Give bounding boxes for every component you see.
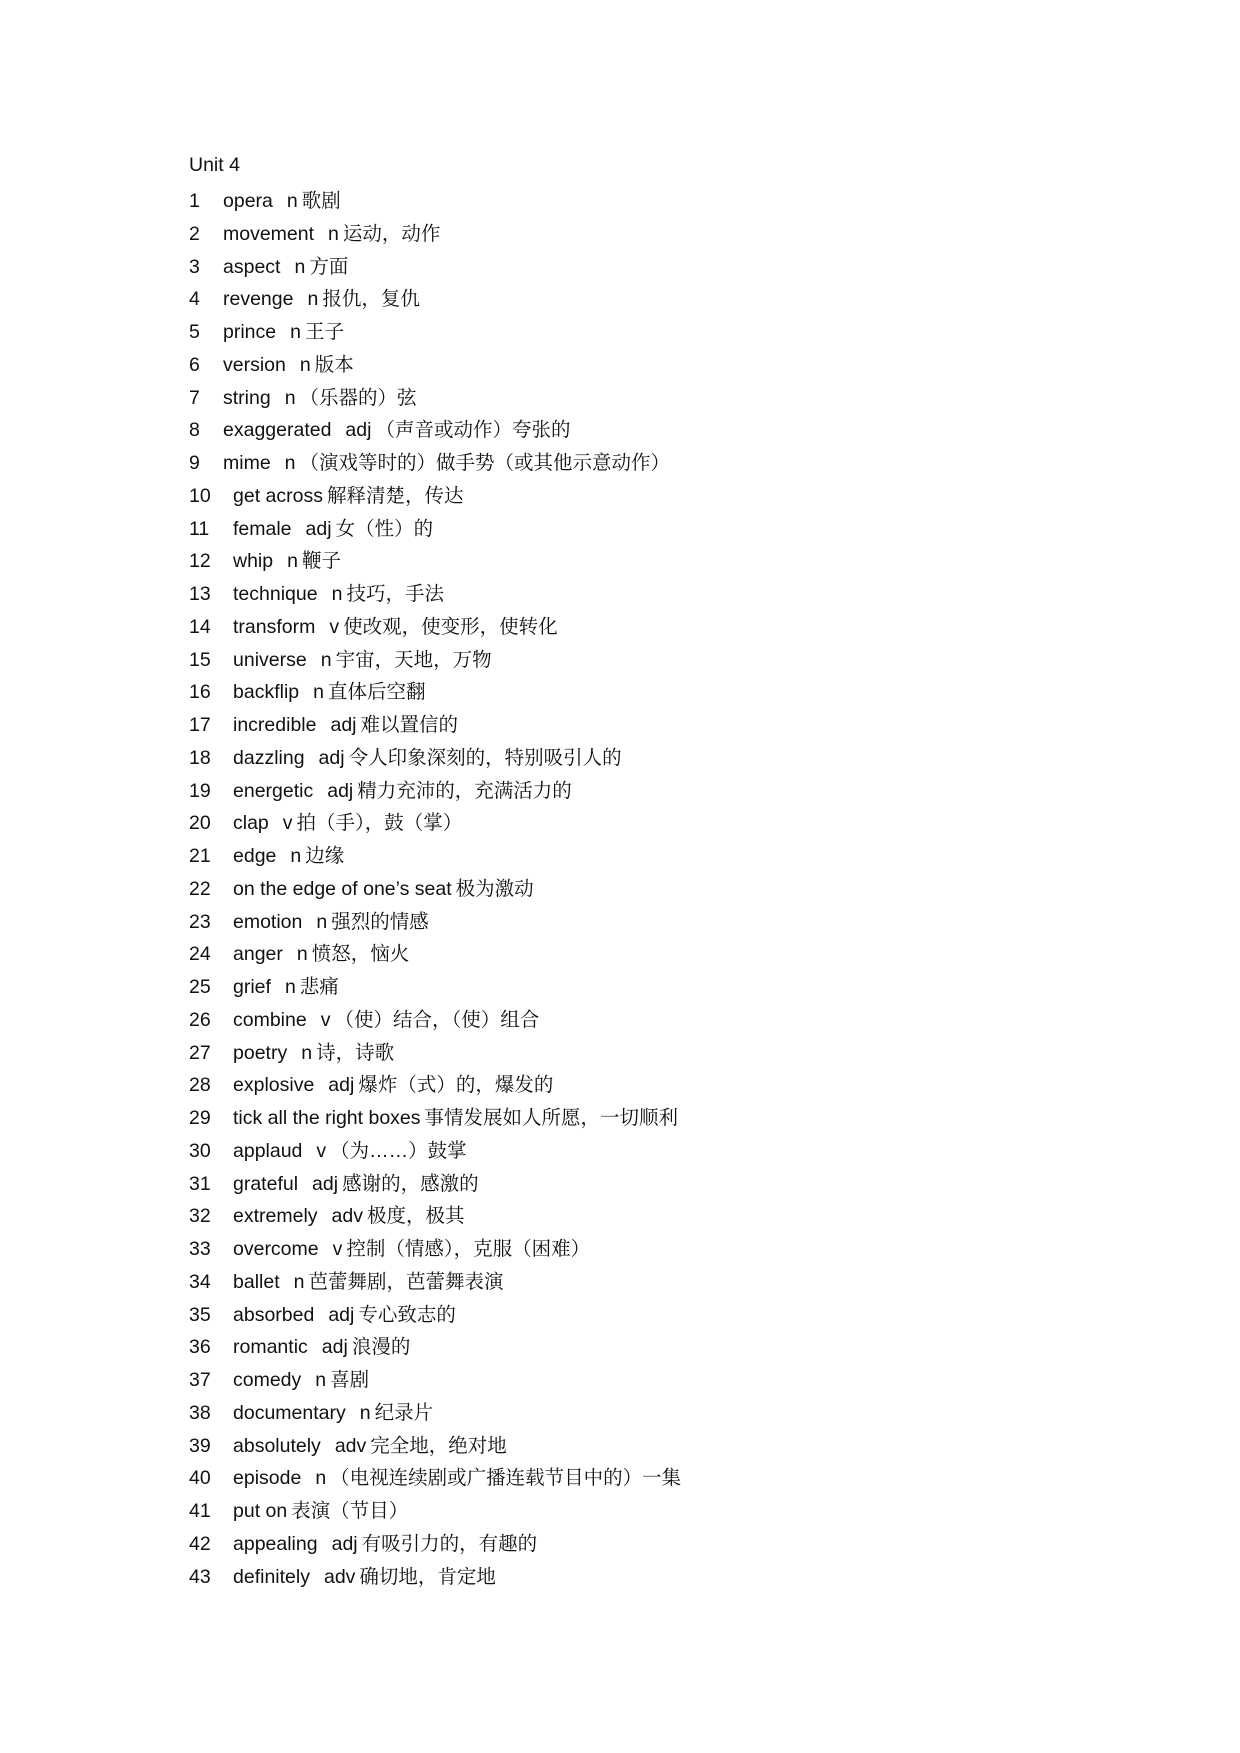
vocab-entry: [189, 1006, 539, 1034]
entry-word: get across: [233, 484, 323, 507]
vocab-entry: [189, 842, 344, 870]
entry-meaning: 鞭子: [301, 550, 341, 573]
entry-number: 40: [189, 1467, 211, 1490]
vocab-entry: [189, 646, 492, 674]
vocab-entry: [189, 875, 534, 903]
entry-part-of-speech: v: [282, 812, 293, 835]
vocab-entry: [189, 1366, 369, 1394]
entry-word: tick all the right boxes: [233, 1107, 421, 1129]
entry-meaning: 完全地，绝对地: [370, 1434, 507, 1457]
vocab-entry: [189, 744, 622, 772]
entry-word: appealing: [233, 1532, 318, 1555]
entry-number: 5: [189, 321, 200, 343]
entry-meaning: 感谢的，感激的: [342, 1172, 479, 1195]
entry-meaning: 纪录片: [374, 1401, 434, 1424]
entry-meaning: 强烈的情感: [331, 910, 429, 933]
entry-word: explosive: [233, 1074, 315, 1097]
entry-part-of-speech: adv: [323, 1565, 356, 1588]
entry-part-of-speech: n: [293, 1270, 305, 1293]
entry-part-of-speech: n: [331, 583, 343, 605]
entry-word: movement: [223, 222, 315, 245]
entry-word: prince: [223, 321, 277, 343]
entry-part-of-speech: n: [301, 1041, 313, 1064]
entry-meaning: 技巧，手法: [346, 583, 444, 605]
entry-meaning: 有吸引力的，有趣的: [361, 1532, 538, 1555]
vocab-entry: [189, 777, 572, 805]
entry-number: 17: [189, 714, 211, 736]
entry-part-of-speech: adj: [305, 517, 332, 540]
entry-meaning: 专心致志的: [358, 1303, 456, 1326]
entry-number: 36: [189, 1336, 211, 1359]
entry-meaning: （为……）鼓掌: [330, 1139, 467, 1162]
entry-part-of-speech: v: [320, 1008, 331, 1031]
entry-number: 37: [189, 1369, 211, 1391]
vocab-entry: [189, 187, 341, 215]
entry-meaning: 直体后空翻: [327, 681, 426, 704]
entry-part-of-speech: adj: [328, 1303, 355, 1326]
vocab-entry: [189, 940, 409, 968]
vocab-entry: [189, 318, 344, 346]
vocab-entry: [189, 1170, 479, 1198]
entry-number: 39: [189, 1434, 211, 1457]
entry-number: 26: [189, 1008, 211, 1031]
entry-word: documentary: [233, 1401, 346, 1424]
entry-meaning: 解释清楚，传达: [326, 484, 464, 507]
entry-number: 28: [189, 1074, 211, 1097]
vocab-entry: [189, 1497, 408, 1525]
entry-word: opera: [223, 190, 273, 212]
entry-number: 8: [189, 419, 200, 442]
entry-number: 4: [189, 288, 200, 311]
vocab-entry: [189, 1071, 553, 1099]
entry-part-of-speech: n: [316, 910, 328, 933]
vocab-entry: [189, 1235, 590, 1263]
entry-meaning: 歌剧: [301, 190, 341, 212]
entry-word: combine: [233, 1008, 307, 1031]
entry-number: 42: [189, 1532, 211, 1555]
entry-word: emotion: [233, 910, 303, 933]
vocab-entry: [189, 1104, 678, 1132]
entry-number: 9: [189, 452, 200, 474]
entry-part-of-speech: n: [287, 550, 298, 573]
vocab-entry: [189, 613, 558, 641]
entry-number: 2: [189, 222, 200, 245]
entry-number: 14: [189, 615, 211, 638]
entry-part-of-speech: v: [329, 615, 340, 638]
entry-part-of-speech: adj: [321, 1336, 348, 1359]
entry-word: string: [223, 386, 271, 409]
vocab-entry: [189, 384, 417, 412]
entry-number: 33: [189, 1238, 211, 1260]
vocab-entry: [189, 1432, 507, 1460]
entry-meaning: 版本: [314, 353, 354, 376]
entry-word: grief: [233, 976, 271, 998]
entry-number: 32: [189, 1205, 211, 1228]
vocab-entry: [189, 580, 444, 608]
vocab-entry: [189, 351, 354, 379]
entry-part-of-speech: n: [284, 452, 296, 474]
entry-word: romantic: [233, 1336, 308, 1359]
entry-word: episode: [233, 1467, 302, 1490]
entry-word: clap: [233, 812, 269, 835]
vocab-entry: [189, 1530, 537, 1558]
entry-number: 1: [189, 190, 200, 212]
entry-word: aspect: [223, 255, 281, 278]
entry-word: overcome: [233, 1238, 319, 1260]
vocab-entry: [189, 908, 429, 936]
entry-word: absorbed: [233, 1303, 315, 1326]
vocab-entry: [189, 809, 462, 837]
entry-number: 35: [189, 1303, 211, 1326]
entry-word: whip: [233, 550, 274, 573]
entry-meaning: 女（性）的: [335, 517, 434, 540]
entry-number: 10: [189, 484, 211, 507]
entry-meaning: 浪漫的: [351, 1336, 411, 1359]
vocab-entry: [189, 285, 420, 313]
entry-part-of-speech: adj: [327, 779, 354, 802]
entry-meaning: 报仇，复仇: [322, 288, 420, 311]
entry-word: poetry: [233, 1041, 288, 1064]
entry-word: dazzling: [233, 746, 305, 769]
entry-part-of-speech: adj: [312, 1172, 339, 1195]
entry-meaning: 极为激动: [455, 877, 534, 900]
entry-part-of-speech: n: [359, 1401, 371, 1424]
entry-word: absolutely: [233, 1434, 321, 1457]
entry-word: backflip: [233, 681, 300, 704]
entry-meaning: （声音或动作）夸张的: [375, 419, 571, 442]
entry-word: ballet: [233, 1270, 280, 1293]
vocab-entry: [189, 1399, 433, 1427]
entry-number: 20: [189, 812, 211, 835]
entry-meaning: （使）结合，（使）组合: [334, 1008, 540, 1031]
vocab-entry: [189, 416, 570, 444]
vocab-entry: [189, 253, 348, 281]
entry-part-of-speech: n: [328, 222, 339, 245]
vocab-entry: [189, 1301, 456, 1329]
entry-number: 41: [189, 1500, 211, 1522]
entry-meaning: 芭蕾舞剧，芭蕾舞表演: [308, 1270, 504, 1293]
vocab-entry: [189, 1137, 467, 1165]
entry-meaning: 边缘: [305, 845, 345, 867]
entry-meaning: （乐器的）弦: [299, 386, 417, 409]
entry-number: 24: [189, 943, 211, 966]
entry-number: 19: [189, 779, 211, 802]
entry-part-of-speech: adj: [318, 746, 345, 769]
entry-part-of-speech: v: [332, 1238, 343, 1260]
entry-part-of-speech: n: [286, 190, 298, 212]
entry-meaning: （电视连续剧或广播连载节目中的）一集: [330, 1467, 682, 1490]
vocab-entry: [189, 1563, 496, 1591]
entry-meaning: 极度，极其: [366, 1205, 465, 1228]
vocab-entry: [189, 1268, 504, 1296]
entry-meaning: 表演（节目）: [291, 1500, 409, 1522]
entry-word: exaggerated: [223, 419, 332, 442]
entry-word: transform: [233, 615, 316, 638]
entry-word: technique: [233, 583, 318, 605]
unit-title: Unit 4: [189, 154, 240, 176]
entry-number: 3: [189, 255, 200, 278]
entry-number: 27: [189, 1041, 211, 1064]
entry-meaning: 令人印象深刻的，特别吸引人的: [348, 746, 622, 769]
vocab-entry: [189, 1464, 681, 1492]
vocab-entry: [189, 1202, 465, 1230]
entry-number: 6: [189, 353, 200, 376]
entry-word: applaud: [233, 1139, 303, 1162]
vocab-entry: [189, 973, 339, 1001]
entry-part-of-speech: n: [290, 845, 302, 867]
entry-part-of-speech: adv: [331, 1205, 363, 1228]
entry-number: 18: [189, 746, 211, 769]
entry-word: universe: [233, 648, 307, 671]
entry-number: 12: [189, 550, 211, 573]
entry-part-of-speech: adj: [345, 419, 372, 442]
vocab-entry: [189, 678, 426, 706]
entry-number: 29: [189, 1107, 211, 1129]
entry-meaning: 拍（手），鼓（掌）: [296, 812, 463, 835]
entry-meaning: 宇宙，天地，万物: [335, 648, 492, 671]
entry-number: 31: [189, 1172, 211, 1195]
entry-number: 13: [189, 583, 211, 605]
entry-word: grateful: [233, 1172, 299, 1195]
entry-part-of-speech: n: [315, 1369, 327, 1391]
entry-part-of-speech: adj: [330, 714, 357, 736]
entry-word: definitely: [233, 1565, 310, 1588]
entry-word: revenge: [223, 288, 294, 311]
entry-meaning: 事情发展如人所愿，一切顺利: [424, 1107, 679, 1129]
entry-part-of-speech: adj: [328, 1074, 355, 1097]
entry-meaning: 运动，动作: [342, 222, 441, 245]
entry-part-of-speech: n: [313, 681, 324, 704]
entry-meaning: （演戏等时的）做手势（或其他示意动作）: [299, 452, 671, 474]
vocab-entry: [189, 482, 463, 510]
entry-part-of-speech: n: [290, 321, 301, 343]
entry-number: 38: [189, 1401, 211, 1424]
entry-word: extremely: [233, 1205, 318, 1228]
entry-word: put on: [233, 1500, 288, 1522]
entry-word: version: [223, 353, 286, 376]
entry-word: female: [233, 517, 292, 540]
entry-word: incredible: [233, 714, 317, 736]
entry-word: on the edge of one’s seat: [233, 877, 452, 900]
vocab-entry: [189, 220, 440, 248]
vocab-entry: [189, 449, 670, 477]
entry-number: 30: [189, 1139, 211, 1162]
entry-number: 22: [189, 877, 211, 900]
vocab-entry: [189, 547, 341, 575]
entry-number: 7: [189, 386, 200, 409]
entry-meaning: 方面: [309, 255, 349, 278]
entry-meaning: 王子: [304, 321, 344, 343]
entry-meaning: 爆炸（式）的，爆发的: [358, 1074, 554, 1097]
entry-number: 25: [189, 976, 211, 998]
entry-meaning: 确切地，肯定地: [359, 1565, 496, 1588]
entry-part-of-speech: adj: [331, 1532, 358, 1555]
entry-word: edge: [233, 845, 277, 867]
vocab-entry: [189, 515, 433, 543]
entry-part-of-speech: n: [307, 288, 319, 311]
entry-number: 11: [189, 517, 210, 540]
vocab-entry: [189, 711, 458, 739]
entry-number: 16: [189, 681, 211, 704]
entry-word: energetic: [233, 779, 314, 802]
entry-meaning: 精力充沛的，充满活力的: [357, 779, 572, 802]
entry-part-of-speech: n: [299, 353, 311, 376]
entry-word: mime: [223, 452, 271, 474]
entry-part-of-speech: n: [284, 386, 296, 409]
entry-part-of-speech: n: [320, 648, 332, 671]
entry-meaning: 控制（情感），克服（困难）: [346, 1238, 591, 1260]
entry-meaning: 喜剧: [330, 1369, 370, 1391]
entry-meaning: 难以置信的: [360, 714, 459, 736]
entry-word: comedy: [233, 1369, 302, 1391]
vocab-entry: [189, 1039, 394, 1067]
entry-part-of-speech: n: [294, 255, 306, 278]
entry-word: anger: [233, 943, 283, 966]
entry-number: 34: [189, 1270, 211, 1293]
entry-meaning: 使改观，使变形，使转化: [343, 615, 558, 638]
entry-part-of-speech: n: [315, 1467, 327, 1490]
entry-meaning: 悲痛: [299, 976, 339, 998]
entry-meaning: 诗，诗歌: [316, 1041, 395, 1064]
entry-number: 15: [189, 648, 211, 671]
entry-number: 23: [189, 910, 211, 933]
entry-part-of-speech: n: [284, 976, 296, 998]
vocab-entry: [189, 1333, 410, 1361]
entry-part-of-speech: adv: [334, 1434, 367, 1457]
entry-part-of-speech: n: [296, 943, 308, 966]
entry-number: 21: [189, 845, 211, 867]
entry-meaning: 愤怒，恼火: [311, 943, 410, 966]
entry-part-of-speech: v: [316, 1139, 327, 1162]
entry-number: 43: [189, 1565, 211, 1588]
